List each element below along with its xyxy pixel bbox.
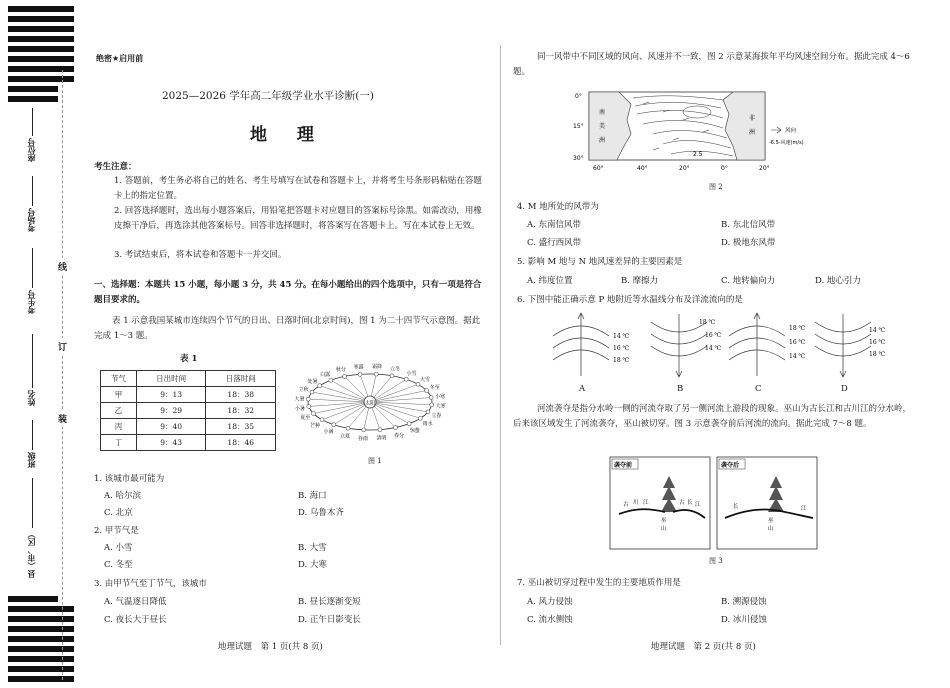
river-label: 古 <box>623 502 629 508</box>
option-4a[interactable]: A. 东南信风带 <box>527 220 582 230</box>
table-row <box>101 403 276 419</box>
solar-term-label: 小满 <box>323 429 334 436</box>
table-cell: 丙 <box>101 419 137 435</box>
binding-bar <box>8 606 74 612</box>
earth-position-dot <box>390 374 394 378</box>
earth-position-dot <box>332 423 336 427</box>
earth-position-dot <box>310 390 314 394</box>
table-cell: 18：35 <box>206 419 276 435</box>
river-label: 长 <box>687 500 693 506</box>
earth-position-dot <box>393 426 397 430</box>
question-intro-2: 河流袭夺是指分水岭一侧的河流夺取了另一侧河流上游段的现象。巫山为古长江和古川江的分水岭，后来该区域发生了河流袭夺，巫山被切穿。图 3 示意袭夺前后河流的流向。据此完成 7～8 题。 <box>513 404 912 429</box>
binding-bar <box>8 86 58 92</box>
binding-bar <box>8 676 74 682</box>
solar-term-label: 芒种 <box>309 422 321 429</box>
option-2c[interactable]: C. 冬至 <box>104 560 133 570</box>
sunrise-sunset-table <box>100 370 276 451</box>
sun-label: 太阳 <box>364 400 376 407</box>
isotherm-label: 14 ℃ <box>789 353 806 360</box>
table-title: 表 1 <box>180 354 198 364</box>
figure-1-caption: 图 1 <box>368 457 382 465</box>
binding-bar <box>8 76 74 82</box>
solar-term-label: 大雪 <box>419 377 431 384</box>
notice-item: 2. 回答选择题时，选出每小题答案后，用铅笔把答题卡对应题目的答案标号涂黑。如需改动，用橡皮擦干净后，再选涂其他答案标号。回答非选择题时，将答案写在答题卡上。写在本试卷上无效。 <box>114 206 482 231</box>
fill-line <box>32 176 33 206</box>
solar-term-label: 大寒 <box>435 403 446 410</box>
legend-wind: 风向 <box>785 128 797 134</box>
solar-term-label: 霜降 <box>372 364 383 371</box>
binding-bar <box>8 596 58 602</box>
binding-bar <box>8 666 74 672</box>
option-5c[interactable]: C. 地转偏向力 <box>721 276 776 286</box>
option-2a[interactable]: A. 小雪 <box>104 543 133 553</box>
legend-speed: -6.5-风速(m/s) <box>769 140 804 146</box>
isotherm-label: 18 ℃ <box>613 357 630 364</box>
binding-bar <box>8 36 74 42</box>
question-1: 1. 该城市最可能为 <box>94 474 165 484</box>
option-3a[interactable]: A. 气温逐日降低 <box>104 597 167 607</box>
question-intro: 表 1 示意我国某城市连续四个节气的日出、日落时间(北京时间)，图 1 为二十四节气示意图。据此完成 1～3 题。 <box>94 316 481 341</box>
cut-word-line: 线 <box>58 258 67 275</box>
option-4d[interactable]: D. 极地东风带 <box>721 238 776 248</box>
solar-term-label: 夏至 <box>300 414 311 421</box>
option-3d[interactable]: D. 正午日影变长 <box>298 615 361 625</box>
solar-term-label: 处暑 <box>307 378 318 385</box>
river-capture-diagram <box>609 456 819 552</box>
option-7b[interactable]: B. 溯源侵蚀 <box>721 597 767 607</box>
table-cell: 9：43 <box>136 435 206 451</box>
question-4: 4. M 地所处的风带为 <box>517 202 599 212</box>
table-cell: 9：40 <box>136 419 206 435</box>
land-label-sa: 洲 <box>599 137 606 144</box>
option-6c[interactable]: C <box>755 384 762 394</box>
solar-term-label: 谷雨 <box>357 435 368 442</box>
option-5b[interactable]: B. 摩擦力 <box>621 276 659 286</box>
earth-position-dot <box>378 428 382 432</box>
solar-term-label: 雨水 <box>422 421 433 428</box>
option-6a[interactable]: A <box>579 384 586 394</box>
binding-bar <box>8 16 74 22</box>
option-4c[interactable]: C. 盛行西风带 <box>527 238 582 248</box>
land-label-af: 非 <box>749 115 756 122</box>
option-7c[interactable]: C. 流水侧蚀 <box>527 615 573 625</box>
question-5: 5. 影响 M 地与 N 地风速差异的主要因素是 <box>517 257 683 267</box>
after-label: 袭夺后 <box>721 462 740 469</box>
binding-bar <box>8 26 74 32</box>
earth-position-dot <box>418 416 422 420</box>
earth-position-dot <box>374 372 378 376</box>
earth-position-dot <box>425 389 429 393</box>
solar-term-label: 小暑 <box>294 405 305 412</box>
earth-position-dot <box>429 396 433 400</box>
fill-line <box>32 334 33 388</box>
earth-position-dot <box>407 422 411 426</box>
section-heading: 一、选择题：本题共 15 小题，每小题 3 分，共 45 分。在每小题给出的四个选项中，只有一项是符合题目要求的。 <box>94 280 482 305</box>
option-5a[interactable]: A. 纬度位置 <box>527 276 573 286</box>
contour-label: 2.5 <box>693 151 703 158</box>
lon-label: 0° <box>721 165 728 172</box>
earth-position-dot <box>306 397 310 401</box>
solar-term-label: 小雪 <box>406 370 417 377</box>
lat-label: 15° <box>573 123 584 130</box>
table-cell: 乙 <box>101 403 137 419</box>
solar-term-label: 大暑 <box>294 396 305 403</box>
table-cell: 9：13 <box>136 387 206 403</box>
fill-line <box>32 108 33 136</box>
county-label: 县（市、区） <box>27 530 36 578</box>
isotherm-label: 16 ℃ <box>869 339 886 346</box>
isotherm-label: 16 ℃ <box>705 332 722 339</box>
table-cell: 丁 <box>101 435 137 451</box>
land-label-sa: 南 <box>599 109 606 116</box>
notice-title: 考生注意： <box>94 162 137 172</box>
option-5d[interactable]: D. 地心引力 <box>815 276 861 286</box>
option-2d[interactable]: D. 大寒 <box>298 560 327 570</box>
mountain-label: 山 <box>768 526 774 532</box>
binding-bar <box>8 6 74 12</box>
lat-label: 30° <box>573 155 584 162</box>
solar-term-label: 小寒 <box>435 394 446 401</box>
isotherm-label: 16 ℃ <box>613 345 630 352</box>
lat-label: 0° <box>575 93 582 100</box>
binding-bar <box>8 636 74 642</box>
fill-line <box>32 248 33 288</box>
lon-label: 20° <box>759 165 770 172</box>
table-cell: 18：38 <box>206 387 276 403</box>
cut-word-bind: 订 <box>58 338 67 355</box>
page-footer: 地理试题 第 1 页(共 8 页) <box>218 642 323 652</box>
earth-position-dot <box>343 374 347 378</box>
river-label: 长 <box>733 504 739 510</box>
notice-item: 1. 答题前，考生务必将自己的姓名、考生号填写在试卷和答题卡上，并将考生号条形码粘贴在答题卡上的指定位置。 <box>114 176 482 201</box>
option-1c[interactable]: C. 北京 <box>104 508 133 518</box>
earth-position-dot <box>362 428 366 432</box>
seat-number-label: 座位号 <box>27 138 36 162</box>
earth-position-dot <box>320 418 324 422</box>
fill-line <box>32 420 33 450</box>
page-2 <box>513 0 913 688</box>
mountain-label: 巫 <box>768 518 774 524</box>
student-number-label: 考生号 <box>27 290 36 314</box>
class-label: 班级 <box>27 452 36 468</box>
earth-position-dot <box>318 384 322 388</box>
earth-position-dot <box>329 378 333 382</box>
river-label: 江 <box>801 506 807 512</box>
solar-term-label: 秋分 <box>335 367 346 374</box>
cut-line <box>62 70 63 680</box>
option-6b[interactable]: B <box>677 384 684 394</box>
page-divider <box>500 45 501 645</box>
earth-position-dot <box>311 411 315 415</box>
question-2: 2. 甲节气是 <box>94 526 139 536</box>
land-label-sa: 美 <box>599 123 606 130</box>
river-label: 江 <box>695 502 701 508</box>
table-header: 日出时间 <box>136 371 206 387</box>
solar-term-label: 立冬 <box>390 366 401 373</box>
binding-bar <box>8 56 74 62</box>
binding-strip <box>0 0 90 688</box>
term-spoke <box>370 398 431 402</box>
solar-term-label: 春分 <box>394 432 405 439</box>
isotherm-label: 14 ℃ <box>869 327 886 334</box>
solar-terms-diagram <box>282 352 462 452</box>
table-header: 节气 <box>101 371 137 387</box>
question-7: 7. 巫山被切穿过程中发生的主要地质作用是 <box>517 578 681 588</box>
cut-word-mount: 装 <box>58 410 67 427</box>
isotherm-label: 18 ℃ <box>869 351 886 358</box>
isotherm-label: 14 ℃ <box>613 333 630 340</box>
table-cell: 9：29 <box>136 403 206 419</box>
option-4b[interactable]: B. 东北信风带 <box>721 220 776 230</box>
solar-term-label: 立夏 <box>339 433 350 440</box>
subject-title: 地 理 <box>250 125 326 145</box>
fill-line <box>32 478 33 528</box>
table-cell: 18：46 <box>206 435 276 451</box>
table-header: 日落时间 <box>206 371 276 387</box>
table-cell: 18：32 <box>206 403 276 419</box>
mountain-label: 巫 <box>661 518 667 524</box>
figure-3-caption: 图 3 <box>709 557 723 565</box>
exam-title: 2025—2026 学年高二年级学业水平诊断(一) <box>162 90 374 102</box>
table-cell: 甲 <box>101 387 137 403</box>
solar-term-label: 立春 <box>431 412 442 419</box>
river-label: 川 <box>633 500 639 506</box>
land-label-af: 洲 <box>749 129 756 136</box>
option-1a[interactable]: A. 哈尔滨 <box>104 491 142 501</box>
question-intro: 同一风带中不同区域的风向、风速并不一致，图 2 示意某海拔年平均风速空间分布。据此完成 4～6 题。 <box>513 52 910 77</box>
page-footer: 地理试题 第 2 页(共 8 页) <box>651 642 756 652</box>
lon-label: 40° <box>637 165 648 172</box>
option-6d[interactable]: D <box>841 384 848 394</box>
binding-bar <box>8 46 74 52</box>
isotherm-diagram-d[interactable] <box>813 310 913 382</box>
earth-position-dot <box>430 403 434 407</box>
solar-term-label: 惊蛰 <box>409 427 420 434</box>
option-1d[interactable]: D. 乌鲁木齐 <box>298 508 344 518</box>
page-1 <box>92 0 490 688</box>
isotherm-label: 16 ℃ <box>789 339 806 346</box>
exam-room-label: 考场号 <box>27 208 36 232</box>
solar-term-label: 寒露 <box>353 364 364 371</box>
wind-arrow-icon <box>771 127 781 133</box>
isotherm-label: 18 ℃ <box>789 325 806 332</box>
mountain-label: 山 <box>661 526 667 532</box>
question-6: 6. 下图中能正确示意 P 地附近等水温线分布及洋流流向的是 <box>517 295 743 305</box>
river-label: 古 <box>679 500 685 506</box>
isotherm-label: 18 ℃ <box>699 319 716 326</box>
binding-bar <box>8 66 74 72</box>
option-3c[interactable]: C. 夜长大于昼长 <box>104 615 167 625</box>
solar-term-label: 清明 <box>376 435 387 442</box>
name-label: 姓名 <box>27 390 36 406</box>
binding-bar <box>8 626 74 632</box>
term-spoke <box>309 402 370 406</box>
binding-bar <box>8 646 74 652</box>
confidential-mark: 绝密★启用前 <box>96 54 144 63</box>
binding-bar <box>8 656 74 662</box>
earth-position-dot <box>358 372 362 376</box>
earth-position-dot <box>307 404 311 408</box>
solar-term-label: 立秋 <box>298 387 309 394</box>
table-row <box>101 387 276 403</box>
table-row <box>101 435 276 451</box>
option-7a[interactable]: A. 风力侵蚀 <box>527 597 573 607</box>
notice-item: 3. 考试结束后，将本试卷和答题卡一并交回。 <box>114 250 287 260</box>
isotherm-label: 14 ℃ <box>705 345 722 352</box>
solar-term-label: 冬至 <box>429 385 440 392</box>
wind-speed-map <box>573 90 833 180</box>
figure-2-caption: 图 2 <box>709 183 723 191</box>
question-3: 3. 由甲节气至丁节气，该城市 <box>94 579 207 589</box>
solar-term-label: 白露 <box>320 372 331 379</box>
option-7d[interactable]: D. 冰川侵蚀 <box>721 615 767 625</box>
option-2b[interactable]: B. 大雪 <box>298 543 327 553</box>
option-3b[interactable]: B. 昼长逐渐变短 <box>298 597 361 607</box>
binding-bar <box>8 616 74 622</box>
binding-bar <box>8 96 58 102</box>
river-label: 江 <box>643 500 649 506</box>
earth-position-dot <box>346 426 350 430</box>
option-1b[interactable]: B. 海口 <box>298 491 327 501</box>
before-label: 袭夺前 <box>614 462 633 469</box>
earth-position-dot <box>426 410 430 414</box>
table-row <box>101 419 276 435</box>
lon-label: 60° <box>593 165 604 172</box>
earth-position-dot <box>404 377 408 381</box>
lon-label: 20° <box>679 165 690 172</box>
